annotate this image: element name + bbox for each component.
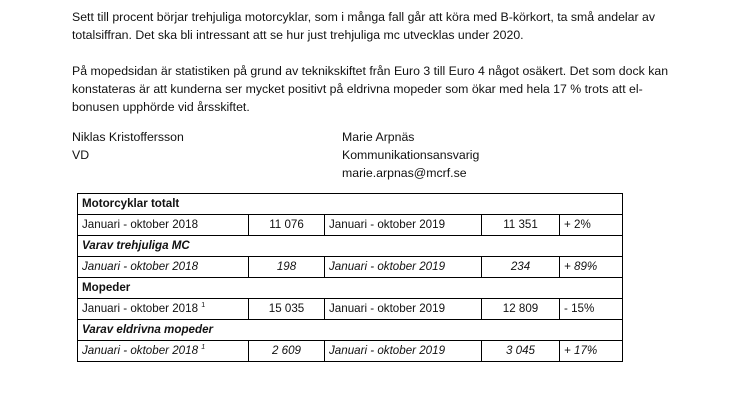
change-cell: + 2%: [560, 215, 623, 236]
value-a-cell: 2 609: [249, 341, 325, 362]
change-cell: - 15%: [560, 299, 623, 320]
paragraph-line: På mopedsidan är statistiken på grund av teknikskiftet från Euro 3 till Euro 4 något osäkert. Det som dock kan: [72, 64, 669, 78]
table-row: [78, 257, 623, 278]
period-a-label: Januari - oktober 2018: [82, 260, 199, 273]
value-b-cell: 234: [482, 257, 560, 278]
value-b-cell: 3 045: [482, 341, 560, 362]
registration-stats-table: [77, 193, 623, 362]
signature-title: VD: [72, 148, 90, 162]
period-a-label: Januari - oktober 2018: [82, 218, 199, 231]
period-b-cell: Januari - oktober 2019: [325, 341, 482, 362]
value-a-cell: 15 035: [249, 299, 325, 320]
signature-title: Kommunikationsansvarig: [342, 148, 480, 162]
section-heading: Mopeder: [78, 278, 623, 299]
signature-left: [72, 128, 184, 164]
value-a-cell: 11 076: [249, 215, 325, 236]
period-a-label: Januari - oktober 2018: [82, 344, 199, 357]
change-cell: + 89%: [560, 257, 623, 278]
value-a-cell: 198: [249, 257, 325, 278]
section-heading: Varav trehjuliga MC: [78, 236, 623, 257]
footnote-marker: 1: [201, 344, 206, 351]
period-a-cell: [78, 215, 249, 236]
period-b-cell: Januari - oktober 2019: [325, 299, 482, 320]
table-row: [78, 215, 623, 236]
signature-email[interactable]: marie.arpnas@mcrf.se: [342, 166, 467, 180]
section-heading-row: [78, 194, 623, 215]
paragraph-line: bonusen upphörde vid årsskiftet.: [72, 100, 250, 114]
signature-name: Marie Arpnäs: [342, 130, 415, 144]
paragraph-mopeder: [72, 62, 672, 116]
period-a-cell: [78, 299, 249, 320]
signature-name: Niklas Kristoffersson: [72, 130, 184, 144]
period-b-cell: Januari - oktober 2019: [325, 257, 482, 278]
period-a-cell: [78, 257, 249, 278]
period-a-cell: [78, 341, 249, 362]
period-b-cell: Januari - oktober 2019: [325, 215, 482, 236]
table-row: [78, 299, 623, 320]
section-heading-row: [78, 278, 623, 299]
paragraph-line: konstateras är att kunderna ser mycket positivt på eldrivna mopeder som ökar med hela 17 % trots att el-: [72, 82, 643, 96]
change-cell: + 17%: [560, 341, 623, 362]
signature-right: [342, 128, 479, 182]
paragraph-line: totalsiffran. Det ska bli intressant att se hur just trehjuliga mc utvecklas under 2020.: [72, 28, 524, 42]
section-heading: Varav eldrivna mopeder: [78, 320, 623, 341]
footnote-marker: 1: [201, 302, 206, 309]
value-b-cell: 12 809: [482, 299, 560, 320]
paragraph-trehjuliga: [72, 8, 672, 44]
period-a-label: Januari - oktober 2018: [82, 302, 199, 315]
section-heading: Motorcyklar totalt: [78, 194, 623, 215]
paragraph-line: Sett till procent börjar trehjuliga motorcyklar, som i många fall går att köra med B-körkort, ta små andelar av: [72, 10, 655, 24]
table-row: [78, 341, 623, 362]
value-b-cell: 11 351: [482, 215, 560, 236]
section-heading-row: [78, 236, 623, 257]
section-heading-row: [78, 320, 623, 341]
